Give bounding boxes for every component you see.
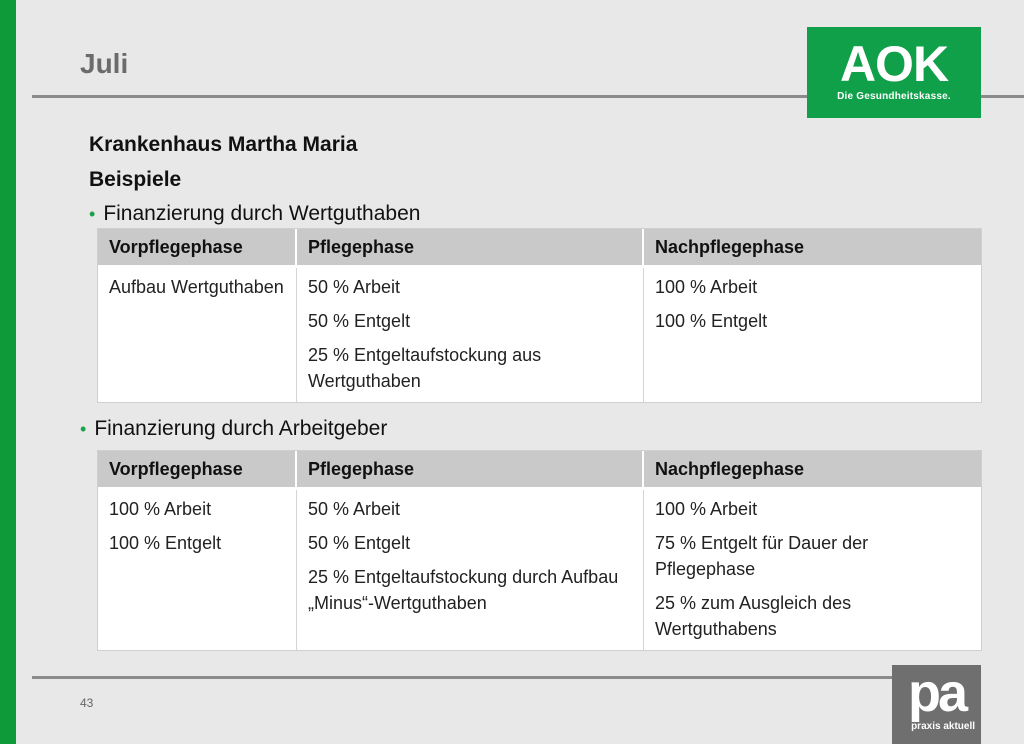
praxis-aktuell-logo xyxy=(892,665,981,744)
table-row xyxy=(98,268,981,402)
cell-line: 50 % Entgelt xyxy=(308,311,411,331)
cell-line: 100 % Entgelt xyxy=(109,533,222,553)
left-accent-bar xyxy=(0,0,16,744)
cell-line: 50 % Arbeit xyxy=(308,499,401,519)
table-header-row xyxy=(98,229,981,268)
table-arbeitgeber xyxy=(97,450,982,651)
table-wertguthaben xyxy=(97,228,982,403)
bullet-dot-icon: • xyxy=(89,204,96,224)
column-header-vorpflegephase: Vorpflegephase xyxy=(98,229,297,268)
cell-line: 75 % Entgelt für Dauer der Pflegephase xyxy=(655,533,869,579)
page-number: 43 xyxy=(80,696,94,710)
examples-heading: Beispiele xyxy=(89,168,182,191)
cell-line: 100 % Arbeit xyxy=(655,499,758,519)
column-header-vorpflegephase: Vorpflegephase xyxy=(98,451,297,490)
bullet-wertguthaben xyxy=(89,202,420,226)
pa-logo-tagline: praxis aktuell xyxy=(911,721,975,732)
aok-logo-word: AOK xyxy=(839,36,949,92)
slide-title: Juli xyxy=(80,48,129,79)
cell-line: 100 % Entgelt xyxy=(655,311,768,331)
cell-line: 25 % zum Ausgleich des Wertguthabens xyxy=(655,593,852,639)
hospital-heading: Krankenhaus Martha Maria xyxy=(89,133,358,156)
aok-logo-tagline: Die Gesundheitskasse. xyxy=(837,91,951,102)
cell-line: 100 % Arbeit xyxy=(655,277,758,297)
column-header-nachpflegephase: Nachpflegephase xyxy=(644,229,981,268)
cell-pflegephase xyxy=(297,268,644,402)
bullet-text: Finanzierung durch Arbeitgeber xyxy=(94,417,388,440)
cell-line: 100 % Arbeit xyxy=(109,499,212,519)
cell-line: 50 % Entgelt xyxy=(308,533,411,553)
cell-pflegephase xyxy=(297,490,644,650)
cell-line: 25 % Entgeltaufstockung durch Aufbau „Minus“-Wertguthaben xyxy=(308,567,619,613)
column-header-nachpflegephase: Nachpflegephase xyxy=(644,451,981,490)
table-row xyxy=(98,490,981,650)
table-header-row xyxy=(98,451,981,490)
column-header-pflegephase: Pflegephase xyxy=(297,229,644,268)
cell-line: 25 % Entgeltaufstockung aus Wertguthaben xyxy=(308,345,542,391)
cell-line: Aufbau Wertguthaben xyxy=(109,277,284,297)
pa-logo-word: pa xyxy=(907,663,966,723)
cell-nachpflegephase xyxy=(644,268,981,402)
bullet-text: Finanzierung durch Wertguthaben xyxy=(103,202,421,225)
cell-line: 50 % Arbeit xyxy=(308,277,401,297)
cell-vorpflegephase xyxy=(98,268,297,402)
cell-vorpflegephase xyxy=(98,490,297,650)
aok-logo xyxy=(807,27,981,118)
cell-nachpflegephase xyxy=(644,490,981,650)
column-header-pflegephase: Pflegephase xyxy=(297,451,644,490)
bullet-arbeitgeber xyxy=(80,417,387,441)
bullet-dot-icon: • xyxy=(80,419,87,439)
footer-divider xyxy=(32,676,892,679)
